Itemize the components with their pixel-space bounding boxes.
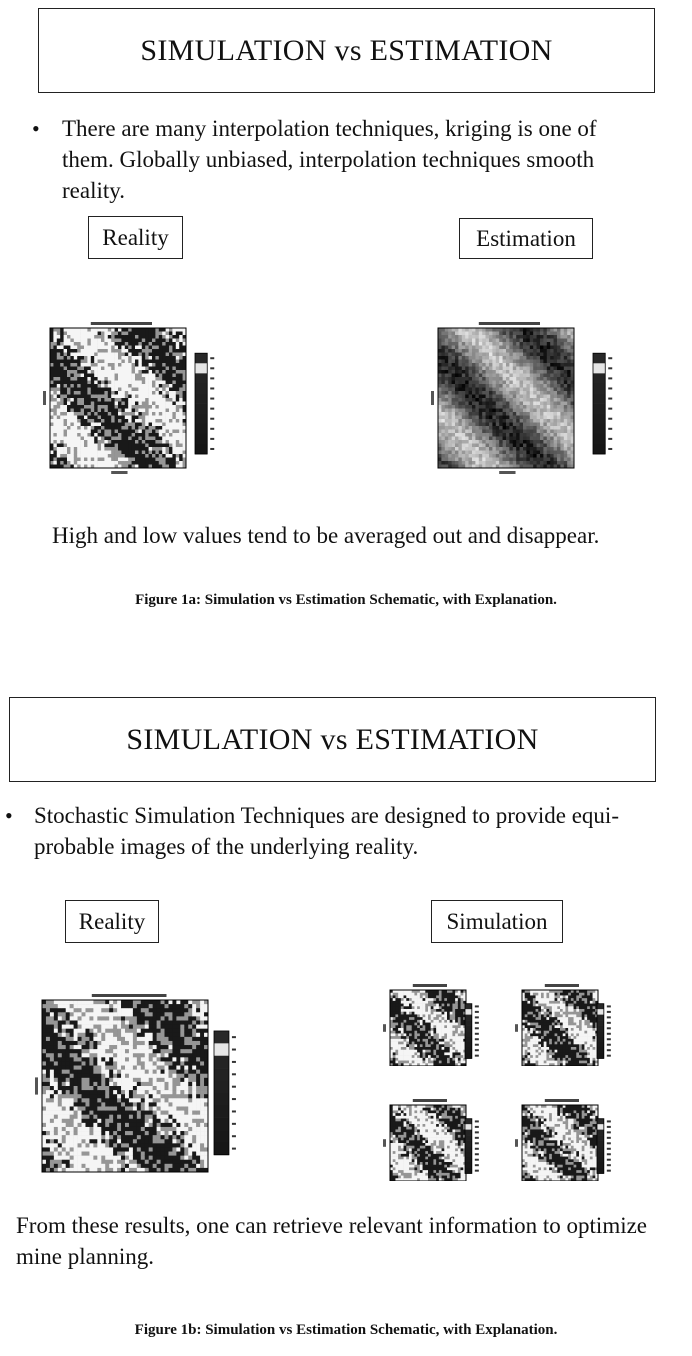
- sim-map-1: [380, 980, 490, 1066]
- figure-b-bullet-marker: •: [5, 803, 13, 828]
- figure-a-caption: Figure 1a: Simulation vs Estimation Schematic, with Explanation.: [135, 592, 557, 608]
- reality-map-b: [32, 990, 262, 1175]
- simulation-realization-4: [512, 1095, 622, 1181]
- figure-a-bullet-text: There are many interpolation techniques, kriging is one of them. Globally unbiased, interpolation techniques smooth reality.: [62, 116, 597, 203]
- sim-map-2: [512, 980, 622, 1066]
- figure-a-estimation-map: [428, 318, 628, 478]
- figure-a-estimation-label: Estimation: [459, 218, 593, 259]
- figure-a-conclusion: High and low values tend to be averaged out and disappear.: [52, 523, 600, 548]
- figure-b-reality-label: Reality: [65, 900, 159, 943]
- simulation-realization-3: [380, 1095, 490, 1181]
- simulation-realization-2: [512, 980, 622, 1066]
- figure-a-title: SIMULATION vs ESTIMATION: [38, 8, 655, 93]
- figure-a-reality-label: Reality: [88, 216, 183, 259]
- figure-b-caption: Figure 1b: Simulation vs Estimation Schematic, with Explanation.: [134, 1322, 558, 1338]
- sim-map-3: [380, 1095, 490, 1181]
- figure-b-conclusion: From these results, one can retrieve relevant information to optimize mine planning.: [16, 1213, 648, 1269]
- simulation-realization-1: [380, 980, 490, 1066]
- sim-map-4: [512, 1095, 622, 1181]
- figure-b-simulation-label: Simulation: [431, 900, 563, 943]
- reality-map-a: [40, 318, 230, 478]
- figure-b-bullet-text: Stochastic Simulation Techniques are designed to provide equi-probable images of the underlying reality.: [34, 803, 619, 859]
- figure-b-title: SIMULATION vs ESTIMATION: [9, 697, 656, 782]
- estimation-map-a: [428, 318, 628, 478]
- figure-a-bullet-marker: •: [32, 116, 40, 141]
- figure-b-reality-map: [32, 990, 262, 1175]
- figure-a-reality-map: [40, 318, 230, 478]
